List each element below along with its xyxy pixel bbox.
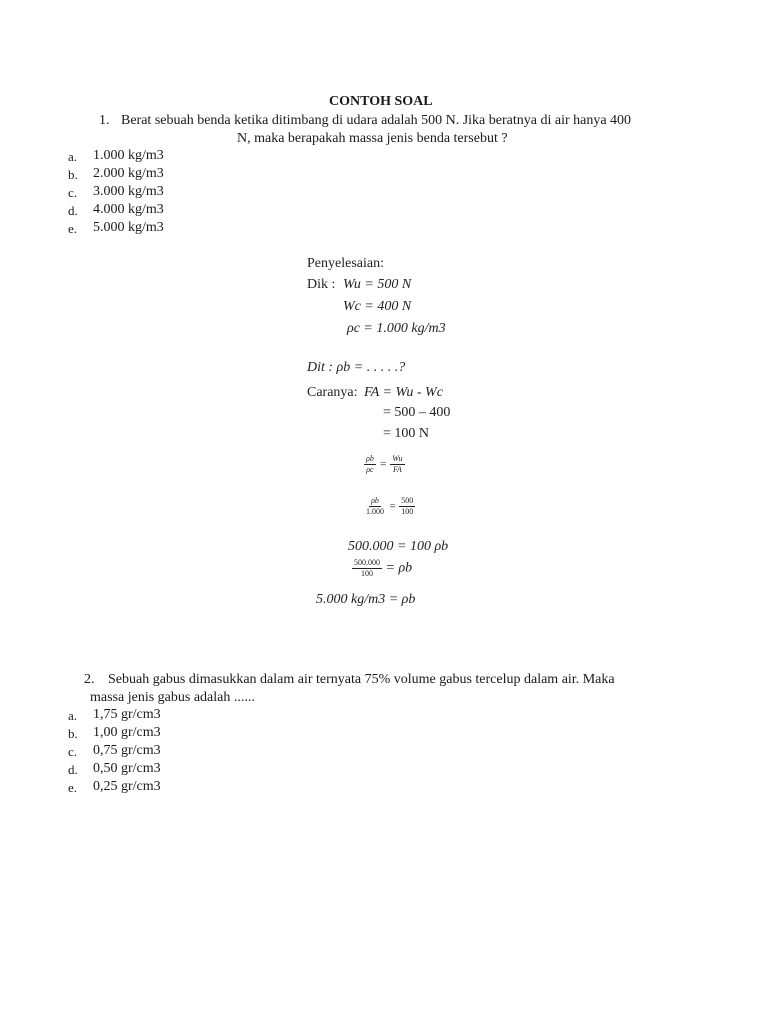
ratio1-left-num: ρb — [366, 454, 374, 463]
q1-number: 1. — [99, 113, 110, 128]
solution-wc: Wc = 400 N — [343, 299, 412, 314]
solution-dik-label: Dik : — [307, 277, 336, 292]
solution-fa: FA = Wu - Wc — [364, 385, 443, 400]
solution-eq4 — [352, 558, 412, 579]
q2-option-text: 1,75 gr/cm3 — [93, 707, 161, 722]
ratio2-left-den: 1.000 — [366, 507, 384, 516]
q2-option-text: 0,50 gr/cm3 — [93, 761, 161, 776]
q1-option-text: 4.000 kg/m3 — [93, 202, 164, 217]
q2-option-letter: e. — [68, 780, 78, 795]
q2-option-letter: a. — [68, 708, 78, 723]
solution-caranya-label: Caranya: — [307, 385, 358, 400]
ratio1-left-den: ρc — [366, 465, 374, 474]
ratio1-right-num: Wu — [392, 454, 403, 463]
solution-step1: = 500 – 400 — [383, 405, 451, 420]
page-title: CONTOH SOAL — [329, 94, 433, 109]
q2-text-line1: Sebuah gabus dimasukkan dalam air ternyata 75% volume gabus tercelup dalam air. Maka — [108, 672, 615, 687]
ratio2-right-num: 500 — [401, 496, 414, 505]
eq4-rhs: = ρb — [385, 560, 413, 576]
q2-option-letter: c. — [68, 744, 78, 759]
q1-text-line1: Berat sebuah benda ketika ditimbang di udara adalah 500 N. Jika beratnya di air hanya 400 — [121, 113, 632, 128]
q1-option-letter: a. — [68, 149, 78, 164]
eq4-frac-num: 500.000 — [354, 558, 380, 567]
solution-final: 5.000 kg/m3 = ρb — [316, 592, 416, 607]
solution-eq3: 500.000 = 100 ρb — [348, 539, 449, 554]
q1-option-text: 1.000 kg/m3 — [93, 148, 164, 163]
ratio2-right-den: 100 — [401, 507, 414, 516]
q1-option-letter: d. — [68, 203, 78, 218]
solution-rho-c: ρc = 1.000 kg/m3 — [347, 321, 446, 336]
q2-option-letter: b. — [68, 726, 78, 741]
solution-heading: Penyelesaian: — [307, 256, 384, 271]
solution-wu: Wu = 500 N — [343, 277, 412, 292]
q2-number: 2. — [84, 672, 95, 687]
ratio1-right-den: FA — [393, 465, 402, 474]
solution-ratio2: $\frac{\rho b}{1.000}$ = $\frac{500}{100}$ — [366, 496, 414, 516]
q2-option-text: 0,75 gr/cm3 — [93, 743, 161, 758]
ratio2-left-num: ρb — [371, 496, 379, 505]
solution-dit: Dit : ρb = . . . . .? — [307, 360, 406, 375]
solution-ratio1: $\frac{\rho b}{\rho c}$ = $\frac{Wu}{FA}$ — [366, 454, 403, 474]
q1-option-text: 5.000 kg/m3 — [93, 220, 164, 235]
q2-text-line2: massa jenis gabus adalah ...... — [90, 690, 255, 705]
q2-option-text: 0,25 gr/cm3 — [93, 779, 161, 794]
q1-option-text: 2.000 kg/m3 — [93, 166, 164, 181]
q1-option-letter: c. — [68, 185, 78, 200]
q1-option-text: 3.000 kg/m3 — [93, 184, 164, 199]
q1-option-letter: e. — [68, 221, 78, 236]
q2-option-letter: d. — [68, 762, 78, 777]
eq4-frac-den: 100 — [361, 569, 373, 578]
q1-text-line2: N, maka berapakah massa jenis benda tersebut ? — [237, 131, 508, 146]
q2-option-text: 1,00 gr/cm3 — [93, 725, 161, 740]
q1-option-letter: b. — [68, 167, 78, 182]
solution-step2: = 100 N — [383, 426, 430, 441]
